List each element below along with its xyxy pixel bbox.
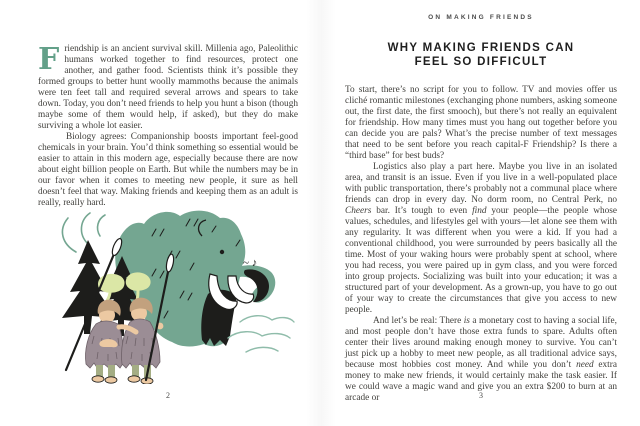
paragraph (345, 85, 617, 162)
left-page (38, 0, 298, 426)
paragraph-text: bar. It’s tough to even (371, 206, 473, 216)
page-number-left: 2 (166, 391, 170, 400)
chapter-title (345, 42, 617, 69)
music-notes-text: ~ ♪ (243, 257, 258, 269)
right-page-text-column (345, 85, 617, 404)
paragraph-text: And let’s be real: There (373, 316, 464, 326)
snow-swoosh-lines (228, 316, 294, 352)
chapter-title-line-2: FEEL SO DIFFICULT (414, 55, 548, 68)
paragraph-text: a monetary cost to having a social life, and most people don’t have those extra funds to spare. Adults often center their lives around making enough money to survive. You can’t just pick up a hobby to meet new people, as all traditional advice says, because most hobbies cost money. And while you don’t (345, 316, 617, 370)
italic-text: is (463, 316, 470, 326)
paragraph-text: riendship is an ancient survival skill. Millenia ago, Paleolithic humans worked together to find resources, protect one another, and gather food. Scientists think it’s possible they formed groups to better hunt woolly mammoths because the animals were ten feet tall and required several arrows and spears to take down. Today, you don’t need friends to help you hunt a bison (though maybe some of them would help, if asked), but they do make surviving a whole lot easier. (38, 44, 298, 131)
paragraph-text: To start, there’s no script for you to follow. TV and movies offer us cliché romantic milestones (exchanging phone numbers, asking someone out, the first date, the first smooch), but there’s not really an equivalent for friendship. How many times must you hang out together before you can decide you are pals? What’s the precise number of text messages that need to be sent before you reach capital-F Friendship? Is there a “third base” for best buds? (345, 85, 617, 161)
wind-swoosh-lines (62, 213, 105, 252)
paragraph-text: your people—the people whose values, schedules, and lifestyles gel with yours—let alone see them with any regularity. It was different when you were a kid. If you had a conventional childhood, you were surrounded by peers basically all the time. Most of your waking hours were probably spent at school, where you had recess, you were paired up in gym class, and you were forced into group projects. Socializing was built into your education; it was a structured part of your development. As a grown-up, you have to go out of your way to create the circumstances that give you access to new people. (345, 206, 618, 315)
italic-text: Cheers (345, 206, 372, 216)
left-page-text-column (38, 44, 298, 209)
page-gutter (306, 0, 336, 426)
chapter-title-line-1: WHY MAKING FRIENDS CAN (387, 42, 575, 54)
page-number-right: 3 (479, 391, 483, 400)
right-page (345, 0, 617, 426)
paragraph (345, 162, 617, 316)
paragraph (38, 44, 298, 132)
drop-cap: F (38, 42, 60, 77)
paragraph-text: Logistics also play a part here. Maybe you live in an isolated area, and transit is an issue. Even if you live in a well-populated place with public transportation, there’s probably not a communal place where friends can drop in every day. No dorm room, no Central Perk, no (345, 162, 617, 205)
running-header: ON MAKING FRIENDS (428, 14, 534, 21)
italic-text: find (472, 206, 487, 216)
mammoth-hunt-illustration (40, 206, 308, 384)
paragraph-text: extra money to make new friends, it would certainly make the task easier. If we could wave a magic wand and give you an extra $200 to burn at an arcade or (345, 360, 617, 403)
paragraph: Biology agrees: Companionship boosts important feel-good chemicals in your brain. You’d think something so essential would be easier to attain in this modern age, especially because there are now about eight billion people on Earth. But while the numbers may be in our favor when it comes to meeting new people, it sure as hell doesn’t feel that way. Making friends and keeping them as an adult is really, really hard. (38, 132, 298, 208)
italic-text: need (576, 360, 594, 370)
mammoth-eye (220, 250, 224, 254)
